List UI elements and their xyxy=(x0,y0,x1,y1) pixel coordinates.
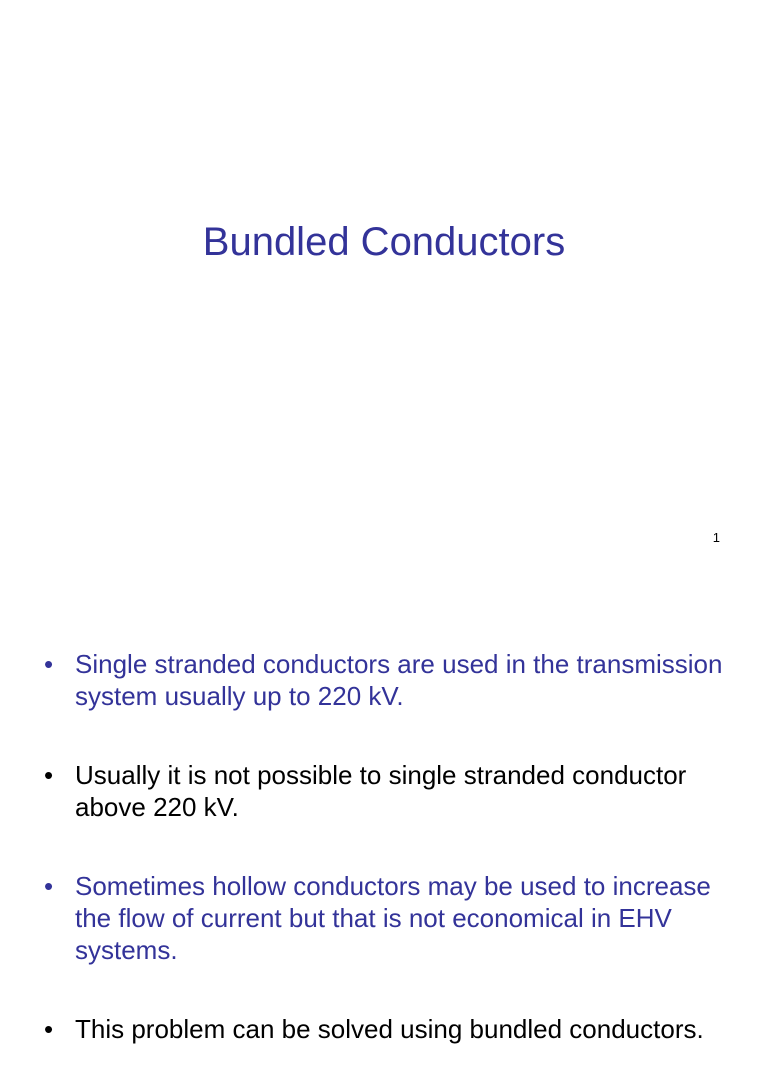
bullet-marker: • xyxy=(44,760,54,790)
bullet-text: Usually it is not possible to single stranded conductor above 220 kV. xyxy=(75,760,687,822)
bullet-item xyxy=(44,1013,724,1045)
slide-title: Bundled Conductors xyxy=(202,220,566,264)
bullet-marker: • xyxy=(44,871,54,901)
bullet-item xyxy=(44,648,724,712)
page-number: 1 xyxy=(712,530,720,545)
bullet-item xyxy=(44,870,724,966)
bullet-marker: • xyxy=(44,1014,54,1044)
bullet-text: This problem can be solved using bundled conductors. xyxy=(75,1014,704,1044)
bullet-text: Single stranded conductors are used in the transmission system usually up to 220 kV. xyxy=(75,649,723,711)
bullet-item xyxy=(44,759,724,823)
bullet-marker: • xyxy=(44,649,54,679)
bullet-text: Sometimes hollow conductors may be used to increase the flow of current but that is not economical in EHV systems. xyxy=(75,871,711,965)
bullet-list xyxy=(44,648,724,1092)
